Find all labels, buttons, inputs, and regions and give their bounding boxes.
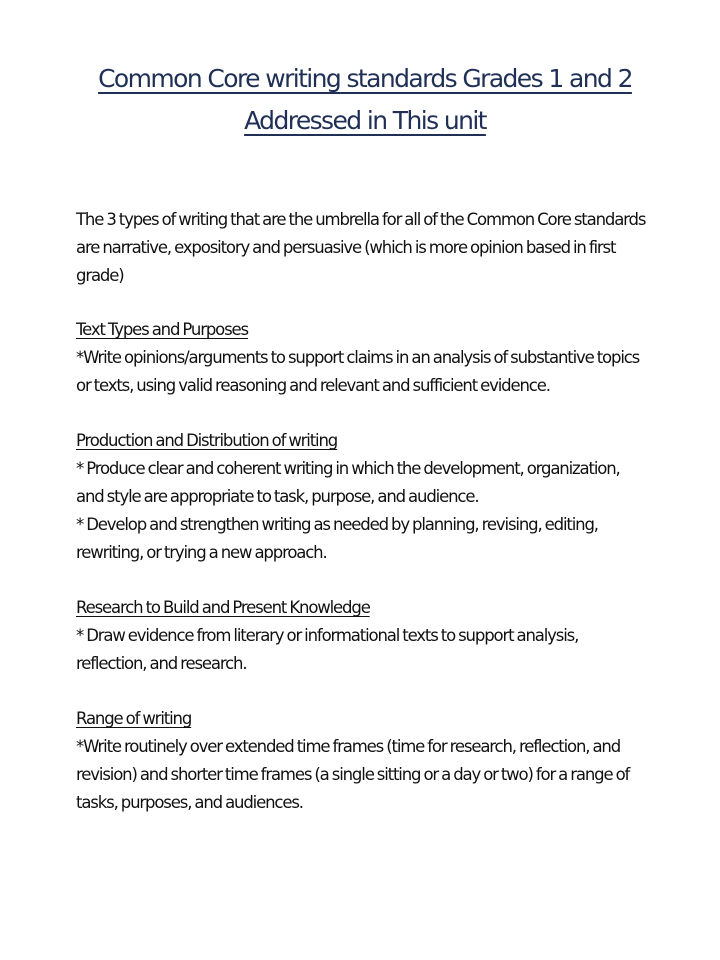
section-heading: Production and Distribution of writing xyxy=(76,431,338,450)
standard-item: * Produce clear and coherent writing in which the development, organization, and style are appropriate to task, purpose, and audience. xyxy=(76,459,620,506)
document-body xyxy=(76,206,646,844)
document-title xyxy=(60,58,670,142)
section-range-of-writing xyxy=(76,705,646,817)
section-heading: Range of writing xyxy=(76,709,192,728)
section-heading: Research to Build and Present Knowledge xyxy=(76,598,370,617)
intro-paragraph: The 3 types of writing that are the umbrella for all of the Common Core standards are narrative, expository and persuasive (which is more opinion based in first grade) xyxy=(76,210,646,285)
standard-item: * Develop and strengthen writing as needed by planning, revising, editing, rewriting, or trying a new approach. xyxy=(76,515,598,562)
section-text-types xyxy=(76,316,646,400)
title-line-1: Common Core writing standards Grades 1 and 2 xyxy=(98,64,632,93)
standard-item: * Draw evidence from literary or informational texts to support analysis, reflection, and research. xyxy=(76,626,579,673)
title-line-2: Addressed in This unit xyxy=(244,106,486,135)
section-production-distribution xyxy=(76,427,646,567)
standard-item: *Write routinely over extended time frames (time for research, reflection, and revision) and shorter time frames (a single sitting or a day or two) for a range of tasks, purposes, and audiences. xyxy=(76,737,630,812)
standard-item: *Write opinions/arguments to support claims in an analysis of substantive topics or texts, using valid reasoning and relevant and sufficient evidence. xyxy=(76,348,640,395)
section-heading: Text Types and Purposes xyxy=(76,320,249,339)
section-research xyxy=(76,594,646,678)
